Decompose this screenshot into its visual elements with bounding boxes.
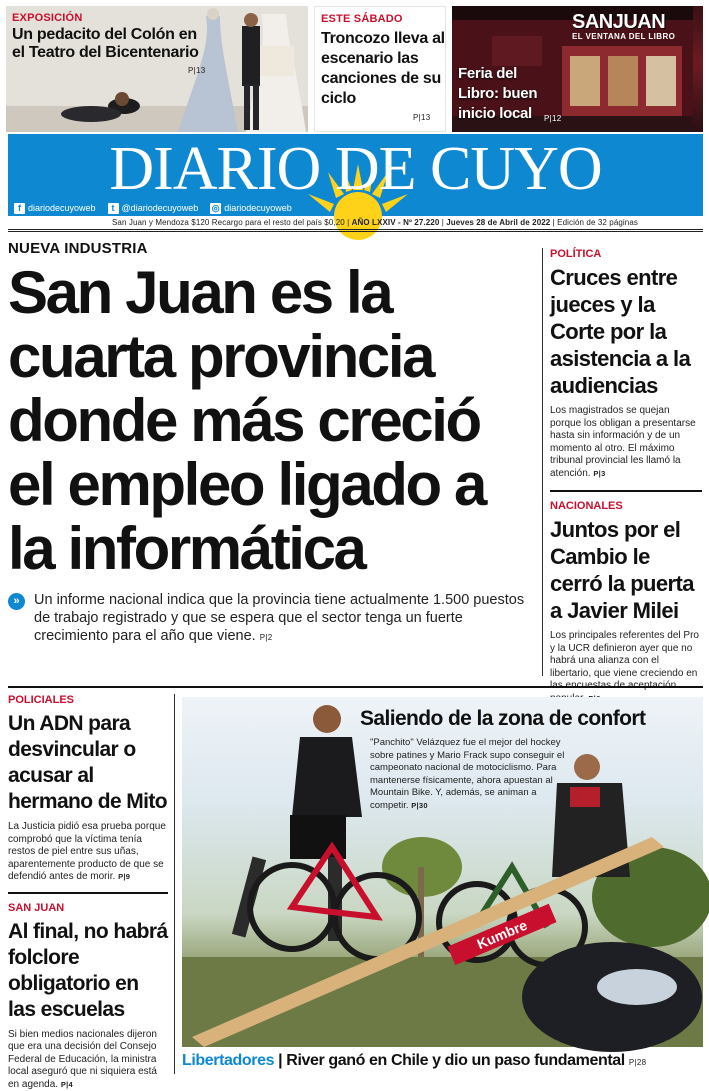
bottom-headline: River ganó en Chile y dio un paso fundamental: [286, 1052, 625, 1069]
story-headline: Un ADN para desvincular o acusar al hermano de Mito: [8, 711, 168, 815]
section-label: POLÍTICA: [550, 248, 702, 260]
teaser-headline: Troncozo lleva al escenario las canciones de su ciclo: [321, 29, 445, 109]
stick-brand-text: Kumbre: [475, 917, 530, 952]
feature-headline: Saliendo de la zona de confort: [360, 707, 645, 731]
story-policiales[interactable]: [8, 694, 168, 884]
sign-subtext: EL VENTANA DEL LIBRO: [572, 32, 675, 41]
facebook-link[interactable]: [14, 203, 96, 214]
exhibition-photo: [6, 6, 308, 132]
story-headline: Juntos por el Cambio le cerró la puerta a Javier Milei: [550, 516, 702, 624]
main-kicker: NUEVA INDUSTRIA: [8, 240, 536, 257]
story-body-text: La Justicia pidió esa prueba porque comprobó que la víctima tenía restos de piel entre sus uñas, aparentemente producto de que se defendió antes de morir.: [8, 821, 166, 882]
story-body: [8, 1029, 168, 1091]
teaser-kicker: EXPOSICIÓN: [12, 12, 82, 24]
story-nacionales[interactable]: [550, 500, 702, 705]
right-column: [550, 248, 702, 705]
story-body: [8, 821, 168, 884]
masthead: [8, 134, 703, 216]
issue-number: AÑO LXXIV - Nº 27.220: [352, 218, 440, 227]
teaser-strip: [0, 0, 709, 136]
column-divider: [174, 694, 175, 1074]
bottom-tag: Libertadores: [182, 1052, 274, 1069]
story-headline: Al final, no habrá folclore obligatorio en las escuelas: [8, 919, 168, 1023]
column-divider: [542, 248, 543, 676]
story-body: [550, 630, 702, 705]
divider: [550, 490, 702, 492]
twitter-link[interactable]: [108, 203, 199, 214]
story-san-juan[interactable]: [8, 902, 168, 1091]
horizontal-divider: [8, 686, 703, 688]
main-deck: [8, 591, 536, 647]
edition-info: Edición de 32 páginas: [557, 218, 638, 227]
section-label: POLICIALES: [8, 694, 168, 706]
instagram-link[interactable]: [210, 203, 292, 214]
instagram-handle: diariodecuyoweb: [224, 203, 292, 213]
feature-deck-text: "Panchito" Velázquez fue el mejor del hockey sobre patines y Mario Frack supo conseguir el campeonato nacional de motociclismo. Para mantenerse físicamente, ahora apuestan al Mountain Bike. Y, además, se animan a competir.: [370, 737, 564, 811]
teaser-exposicion[interactable]: [6, 6, 308, 132]
page-ref: P|4: [61, 1080, 73, 1089]
teaser-feria-del-libro[interactable]: [452, 6, 703, 132]
story-politica[interactable]: [550, 248, 702, 480]
section-label: NACIONALES: [550, 500, 702, 512]
left-column: [8, 694, 168, 1091]
masthead-title: DIARIO DE CUYO: [8, 134, 703, 204]
story-headline: Cruces entre jueces y la Corte por la asistencia a la audiencias: [550, 264, 702, 399]
teaser-este-sabado[interactable]: [314, 6, 446, 132]
main-deck-text: Un informe nacional indica que la provincia tiene actualmente 1.500 puestos de trabajo registrado y que se espera que el sector tenga un fuerte crecimiento para el año que viene.: [34, 592, 524, 644]
page-ref: P|28: [629, 1058, 647, 1067]
facebook-handle: diariodecuyoweb: [28, 203, 96, 213]
social-links: [14, 203, 292, 214]
photo-feature[interactable]: [182, 697, 703, 1047]
story-body-text: Los principales referentes del Pro y la UCR definieron ayer que no habrá una alianza con el libertario, que viene creciendo en: [550, 630, 699, 704]
page-ref: P|3: [593, 469, 605, 478]
bottom-teaser[interactable]: [182, 1049, 703, 1073]
teaser-headline: Feria del Libro: buen inicio local: [458, 64, 554, 124]
teaser-kicker: ESTE SÁBADO: [321, 13, 403, 25]
twitter-handle: @diariodecuyoweb: [122, 203, 199, 213]
double-chevron-icon: »: [8, 593, 25, 610]
story-body-text: Si bien medios nacionales dijeron que era una decisión del Consejo Federal de Educación, la ministra local aseguró que ni siquiera está en agenda.: [8, 1029, 157, 1090]
page-ref: P|13: [413, 113, 431, 122]
main-headline: San Juan es la cuarta provincia donde más creció el empleo ligado a la informática: [8, 261, 536, 581]
facebook-icon: f: [14, 203, 25, 214]
issue-date: Jueves 28 de Abril de 2022: [446, 218, 550, 227]
bottom-separator: |: [278, 1052, 282, 1069]
feature-deck: [370, 737, 570, 812]
page-ref: P|9: [118, 872, 130, 881]
page-ref: P|12: [544, 114, 562, 123]
page-ref: P|13: [188, 66, 206, 75]
story-body-text: Los magistrados se quejan porque los obligan a presentarse hasta sin información y de un momento al otro. El máximo tribunal provincial les llamó la atención.: [550, 405, 696, 479]
main-story[interactable]: [8, 240, 536, 647]
issue-info-line: San Juan y Mendoza $120 Recargo para el resto del país $0,20 | AÑO LXXIV - Nº 27.220 | Jueves 28 de Abril de 2022 | Edición de 32 páginas: [8, 218, 703, 232]
page-ref: P|30: [411, 801, 428, 810]
section-label: SAN JUAN: [8, 902, 168, 914]
teaser-headline: Un pedacito del Colón en el Teatro del Bicentenario: [12, 26, 212, 62]
page-ref: P|2: [260, 633, 273, 642]
twitter-icon: t: [108, 203, 119, 214]
instagram-icon: ◎: [210, 203, 221, 214]
divider: [8, 892, 168, 894]
price-info: San Juan y Mendoza $120 Recargo para el resto del país $0,20: [112, 218, 345, 227]
sign-text: SANJUAN: [572, 12, 665, 32]
story-body: [550, 405, 702, 480]
